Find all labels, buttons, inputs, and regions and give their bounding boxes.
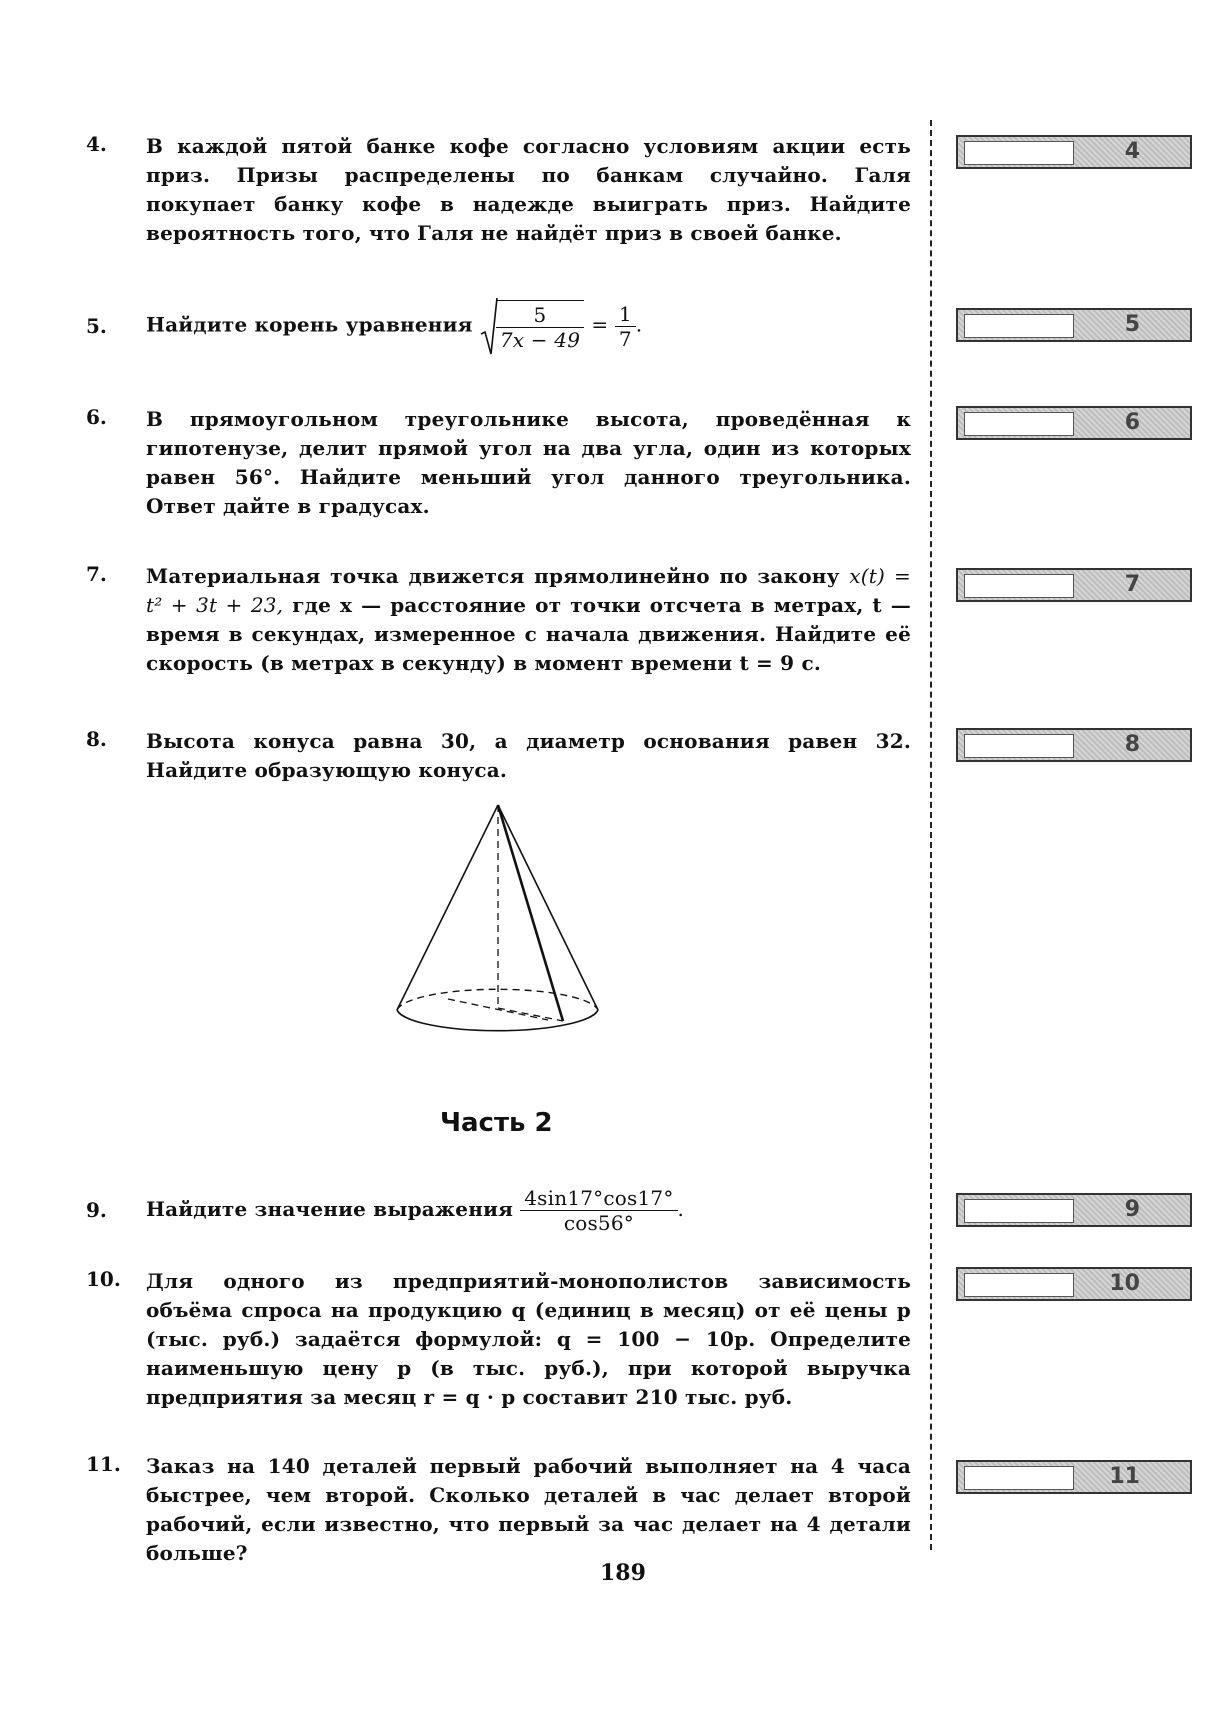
- answer-box-label: 7: [1124, 572, 1140, 597]
- problem-number: 10.: [86, 1267, 121, 1291]
- problem-text: Для одного из предприятий-монополистов зависимость объёма спроса на продукцию q (единиц в месяц) от её цены p (тыс. руб.) задаётся формулой: q = 100 − 10p. Определите наименьшую цену p (в тыс. руб.), при которой выручка предприятия за месяц r = q · p составит 210 тыс. руб.: [146, 1269, 911, 1409]
- answer-box-label: 11: [1109, 1464, 1140, 1489]
- answer-box-label: 5: [1124, 312, 1140, 337]
- answer-box-5[interactable]: [956, 308, 1192, 342]
- fraction-denominator: cos56°: [563, 1211, 634, 1235]
- problem-text: В прямоугольном треугольнике высота, проведённая к гипотенузе, делит прямой угол на два угла, один из которых равен 56°. Найдите меньший угол данного треугольника. Ответ дайте в градусах.: [146, 407, 911, 518]
- problem-text: В каждой пятой банке кофе согласно условиям акции есть приз. Призы распределены по банкам случайно. Галя покупает банку кофе в надежде выиграть приз. Найдите вероятность того, что Галя не найдёт приз в своей банке.: [146, 134, 911, 245]
- answer-field[interactable]: [964, 574, 1074, 598]
- problem-number: 9.: [86, 1198, 107, 1222]
- problem-text: Заказ на 140 деталей первый рабочий выполняет на 4 часа быстрее, чем второй. Сколько деталей в час делает второй рабочий, если известно, что первый за час делает на 4 детали больше?: [146, 1454, 911, 1565]
- problem-number: 4.: [86, 132, 107, 156]
- answer-box-label: 10: [1109, 1271, 1140, 1296]
- problem-text-lead: Найдите корень уравнения: [146, 312, 473, 337]
- answer-box-label: 6: [1124, 410, 1140, 435]
- answer-box-7[interactable]: [956, 568, 1192, 602]
- cone-base-front: [397, 1010, 598, 1031]
- rhs-numerator: 1: [615, 302, 636, 327]
- answer-box-11[interactable]: [956, 1460, 1192, 1494]
- problem-number: 7.: [86, 562, 107, 586]
- motion-formula: x(t) = t² + 3t + 23,: [146, 564, 911, 617]
- answer-box-10[interactable]: [956, 1267, 1192, 1301]
- cone-slant-height: [498, 805, 563, 1021]
- fraction-numerator: 4sin17°cos17°: [520, 1186, 677, 1211]
- answer-field[interactable]: [964, 1273, 1074, 1297]
- answer-field[interactable]: [964, 734, 1074, 758]
- problem-number: 6.: [86, 405, 107, 429]
- answer-box-8[interactable]: [956, 728, 1192, 762]
- page-number: 189: [600, 1560, 646, 1586]
- answer-box-label: 4: [1124, 139, 1140, 164]
- problem-text: Найдите значение выражения $\frac{4\sin 17^\circ\cos 17^\circ}{\cos 56^\circ}$ .: [146, 1186, 685, 1235]
- problem-number: 8.: [86, 727, 107, 751]
- answer-field[interactable]: [964, 314, 1074, 338]
- fraction-rhs: [615, 302, 636, 351]
- problem-text: [146, 562, 911, 678]
- part-title: Часть 2: [440, 1108, 553, 1138]
- answer-box-label: 9: [1124, 1197, 1140, 1222]
- cut-line: [930, 120, 932, 1550]
- cone-left-edge: [397, 805, 498, 1010]
- fraction-numerator: 5: [496, 303, 584, 328]
- answer-box-6[interactable]: [956, 406, 1192, 440]
- problem-text-lead: Найдите значение выражения: [146, 1197, 514, 1221]
- fraction: [496, 303, 584, 352]
- answer-field[interactable]: [964, 141, 1074, 165]
- problem-number: 5.: [86, 314, 107, 338]
- answer-field[interactable]: [964, 412, 1074, 436]
- answer-box-9[interactable]: [956, 1193, 1192, 1227]
- sqrt-sign: [480, 300, 584, 352]
- cone-figure: [380, 795, 620, 1045]
- answer-field[interactable]: [964, 1466, 1074, 1490]
- problem-text-b: где x — расстояние от точки отсчета в метрах, t — время в секундах, измеренное с начала движения. Найдите её скорость (в метрах в секунду) в момент времени t = 9 с.: [146, 593, 911, 675]
- answer-box-4[interactable]: [956, 135, 1192, 169]
- cone-base-radius: [498, 1008, 563, 1021]
- problem-number: 11.: [86, 1452, 121, 1476]
- cone-right-edge: [498, 805, 598, 1010]
- problem-text: Найдите корень уравнения $\frac{5}{7x - 49}$ = $\frac{1}{7}$ .: [146, 300, 911, 352]
- rhs-denominator: 7: [618, 326, 632, 351]
- problem-text: Высота конуса равна 30, а диаметр основания равен 32. Найдите образующую конуса.: [146, 729, 911, 782]
- answer-field[interactable]: [964, 1199, 1074, 1223]
- problem-text-a: Материальная точка движется прямолинейно по закону: [146, 564, 840, 588]
- answer-box-label: 8: [1124, 732, 1140, 757]
- fraction: [520, 1186, 677, 1235]
- fraction-denominator: 7x − 49: [499, 328, 581, 352]
